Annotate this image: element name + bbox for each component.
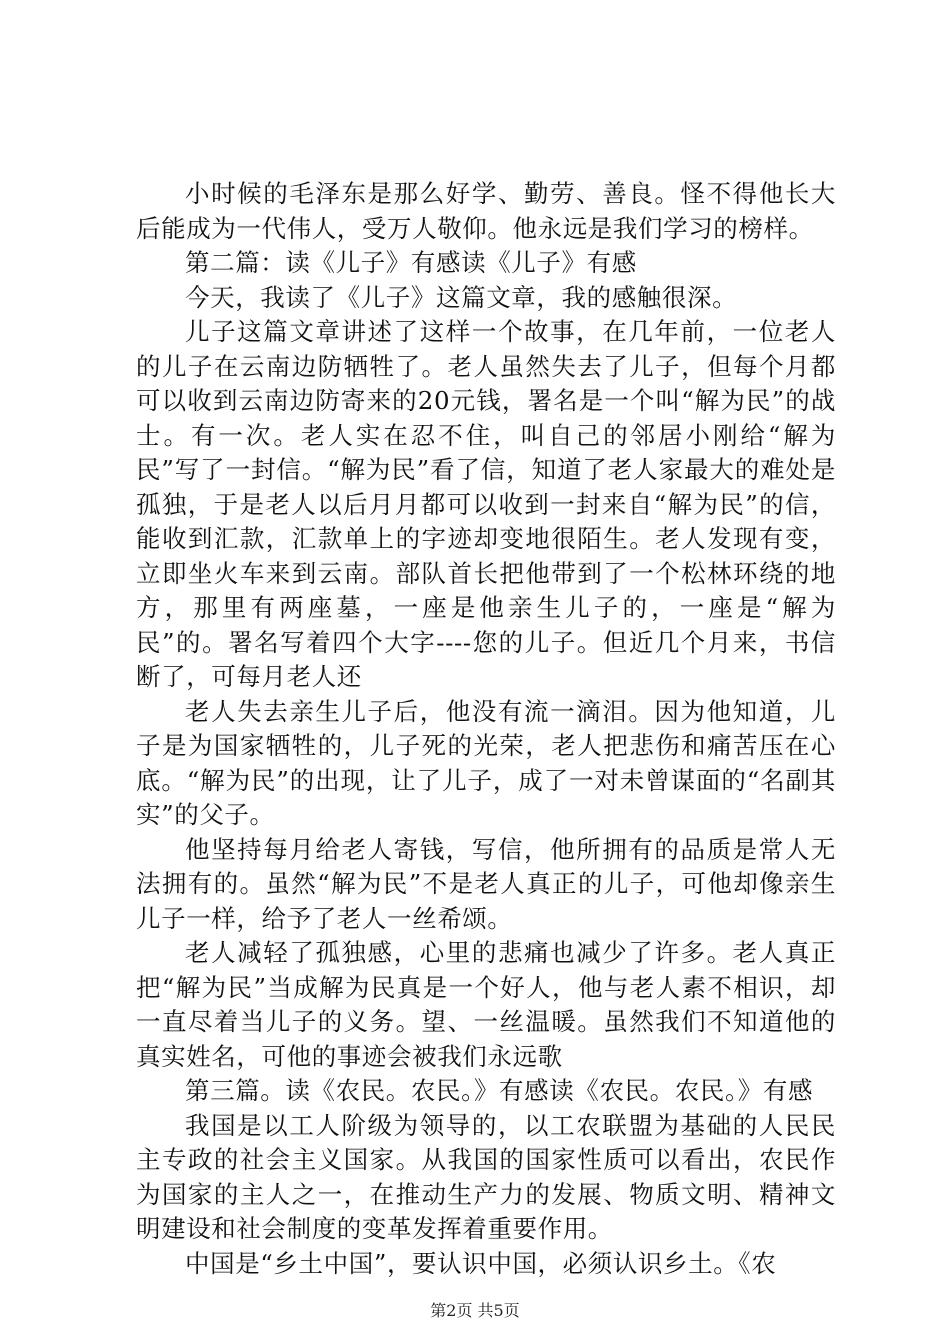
page-number: 第2页 共5页 <box>430 1301 520 1320</box>
paragraph-2: 今天，我读了《儿子》这篇文章，我的感触很深。 <box>185 282 738 312</box>
paragraph-7: 我国是以工人阶级为领导的，以工农联盟为基础的人民民主专政的社会主义国家。从我国的国家性质可以看出，农民作为国家的主人之一，在推动生产力的发展、物质文明、精神文明建设和社会制度的变革发挥着重要作用。 <box>136 1110 836 1243</box>
document-body <box>136 177 836 1281</box>
paragraph-3: 儿子这篇文章讲述了这样一个故事，在几年前，一位老人的儿子在云南边防牺牲了。老人虽然失去了儿子，但每个月都可以收到云南边防寄来的20元钱，署名是一个叫“解为民”的战士。有一次。老人实在忍不住，叫自己的邻居小刚给“解为民”写了一封信。“解为民”看了信，知道了老人家最大的难处是孤独，于是老人以后月月都可以收到一封来自“解为民”的信，能收到汇款，汇款单上的字迹却变地很陌生。老人发现有变，立即坐火车来到云南。部队首长把他带到了一个松林环绕的地方，那里有两座墓，一座是他亲生儿子的，一座是“解为民”的。署名写着四个大字----您的儿子。但近几个月来，书信断了，可每月老人还 <box>136 317 836 691</box>
paragraph-8: 中国是“乡土中国”，要认识中国，必须认识乡土。《农 <box>185 1248 777 1278</box>
section-heading-3: 第三篇。读《农民。农民。》有感读《农民。农民。》有感 <box>185 1076 814 1105</box>
page-footer <box>0 1301 950 1321</box>
paragraph-5: 他坚持每月给老人寄钱，写信，他所拥有的品质是常人无法拥有的。虽然“解为民”不是老人真正的儿子，可他却像亲生儿子一样，给予了老人一丝希颂。 <box>136 834 836 933</box>
section-heading-2: 第二篇：读《儿子》有感读《儿子》有感 <box>185 248 637 277</box>
paragraph-1: 小时候的毛泽东是那么好学、勤劳、善良。怪不得他长大后能成为一代伟人，受万人敬仰。他永远是我们学习的榜样。 <box>136 179 836 243</box>
paragraph-6: 老人减轻了孤独感，心里的悲痛也减少了许多。老人真正把“解为民”当成解为民真是一个好人，他与老人素不相识，却一直尽着当儿子的义务。望、一丝温暖。虽然我们不知道他的真实姓名，可他的事迹会被我们永远歌 <box>136 938 836 1071</box>
paragraph-4: 老人失去亲生儿子后，他没有流一滴泪。因为他知道，儿子是为国家牺牲的，儿子死的光荣，老人把悲伤和痛苦压在心底。“解为民”的出现，让了儿子，成了一对未曾谋面的“名副其实”的父子。 <box>136 696 836 829</box>
